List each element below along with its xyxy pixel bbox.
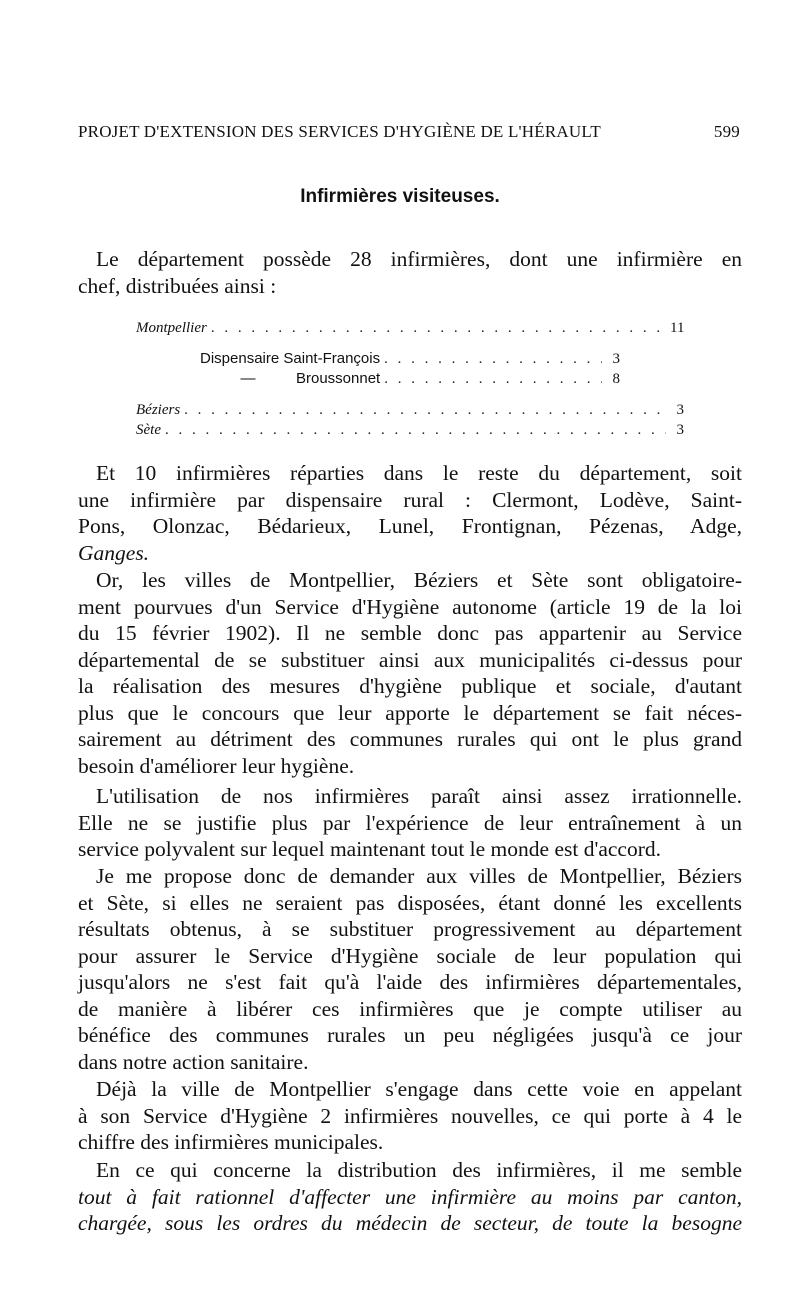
text-line: plus que le concours que leur apporte le département se fait néces- xyxy=(78,700,742,725)
text-line: chargée, sous les ordres du médecin de secteur, de toute la besogne xyxy=(78,1211,742,1235)
text-line: à son Service d'Hygiène 2 infirmières nouvelles, ce qui porte à 4 le xyxy=(78,1103,742,1128)
city-name: Sète xyxy=(136,422,161,438)
text-line: Pons, Olonzac, Bédarieux, Lunel, Frontignan, Pézenas, Adge, xyxy=(78,514,742,538)
distribution-subrow xyxy=(200,350,620,370)
nurse-count: 3 xyxy=(676,402,684,418)
dispensary-name: Saint-François xyxy=(283,350,381,367)
text-line: résultats obtenus, à se substituer progressivement au département xyxy=(78,917,742,941)
text-line: la réalisation des mesures d'hygiène publique et sociale, d'autant xyxy=(78,674,742,698)
text-line: sairement au détriment des communes rurales qui ont le plus grand xyxy=(78,727,742,751)
text-line: une infirmière par dispensaire rural : Clermont, Lodève, Saint- xyxy=(78,487,742,512)
text-line: Le département possède 28 infirmières, dont une infirmière en xyxy=(96,247,742,271)
text-line: et Sète, si elles ne seraient pas disposées, étant donné les excellents xyxy=(78,890,742,915)
leader-dots xyxy=(211,320,666,337)
leader-dots xyxy=(384,371,602,388)
text-line: chef, distribuées ainsi : xyxy=(78,273,277,298)
city-name: Montpellier xyxy=(136,320,207,336)
paragraph-utilisation xyxy=(78,783,742,863)
page-number: 599 xyxy=(713,122,740,141)
distribution-subrow xyxy=(200,370,620,390)
city-name: Béziers xyxy=(136,402,181,418)
text-line: Ganges. xyxy=(78,540,150,565)
text-line: Je me propose donc de demander aux villes de Montpellier, Béziers xyxy=(96,864,742,888)
text-line: Déjà la ville de Montpellier s'engage dans cette voie en appelant xyxy=(96,1077,742,1101)
paragraph-montpellier-engagement xyxy=(78,1076,742,1156)
section-heading: Infirmières visiteuses. xyxy=(300,186,500,207)
text-line: En ce qui concerne la distribution des infirmières, il me semble xyxy=(96,1158,742,1182)
sub-label xyxy=(200,370,380,387)
text-line: dans notre action sanitaire. xyxy=(78,1049,309,1074)
leader-dots xyxy=(184,402,666,419)
text-line: tout à fait rationnel d'affecter une infirmière au moins par canton, xyxy=(78,1184,742,1209)
leader-dots xyxy=(384,351,602,368)
text-line: Or, les villes de Montpellier, Béziers et Sète sont obligatoire- xyxy=(96,568,742,592)
nurse-count: 11 xyxy=(670,320,685,336)
text-line: jusqu'alors ne s'est fait qu'à l'aide des infirmières départementales, xyxy=(78,970,742,994)
text-line: Et 10 infirmières réparties dans le reste du département, soit xyxy=(96,461,742,485)
text-line: ment pourvues d'un Service d'Hygiène autonome (article 19 de la loi xyxy=(78,594,742,619)
text-line: départemental de se substituer ainsi aux municipalités ci-dessus pour xyxy=(78,647,742,672)
text-line: chiffre des infirmières municipales. xyxy=(78,1130,384,1154)
sub-label xyxy=(200,350,380,367)
text-line: Elle ne se justifie plus par l'expérience de leur entraînement à un xyxy=(78,810,742,835)
paragraph-rural-dispensaries xyxy=(78,460,742,566)
paragraph-autonomous-services xyxy=(78,567,742,779)
sub-prefix: — xyxy=(240,370,256,387)
nurse-count: 3 xyxy=(676,422,684,438)
distribution-row-montpellier xyxy=(136,320,684,340)
dispensary-name: Broussonnet xyxy=(296,370,381,387)
text-line: pour assurer le Service d'Hygiène sociale de leur population qui xyxy=(78,943,742,968)
sub-prefix: Dispensaire xyxy=(200,350,280,367)
text-line: de manière à libérer ces infirmières que je compte utiliser au xyxy=(78,996,742,1021)
text-line: L'utilisation de nos infirmières paraît ainsi assez irrationnelle. xyxy=(96,784,742,808)
nurse-count: 8 xyxy=(612,371,620,387)
text-line: du 15 février 1902). Il ne semble donc pas appartenir au Service xyxy=(78,621,742,645)
distribution-row-beziers xyxy=(136,402,684,422)
text-line: bénéfice des communes rurales un peu négligées jusqu'à ce jour xyxy=(78,1023,742,1047)
running-title: PROJET D'EXTENSION DES SERVICES D'HYGIÈNE DE L'HÉRAULT xyxy=(78,122,601,141)
nurse-count: 3 xyxy=(612,351,620,367)
leader-dots xyxy=(165,422,666,439)
text-line: service polyvalent sur lequel maintenant tout le monde est d'accord. xyxy=(78,837,661,861)
intro-paragraph xyxy=(78,246,742,299)
text-line: besoin d'améliorer leur hygiène. xyxy=(78,753,355,778)
distribution-row-sete xyxy=(136,422,684,442)
paragraph-distribution-canton xyxy=(78,1157,742,1237)
paragraph-proposal xyxy=(78,863,742,1075)
